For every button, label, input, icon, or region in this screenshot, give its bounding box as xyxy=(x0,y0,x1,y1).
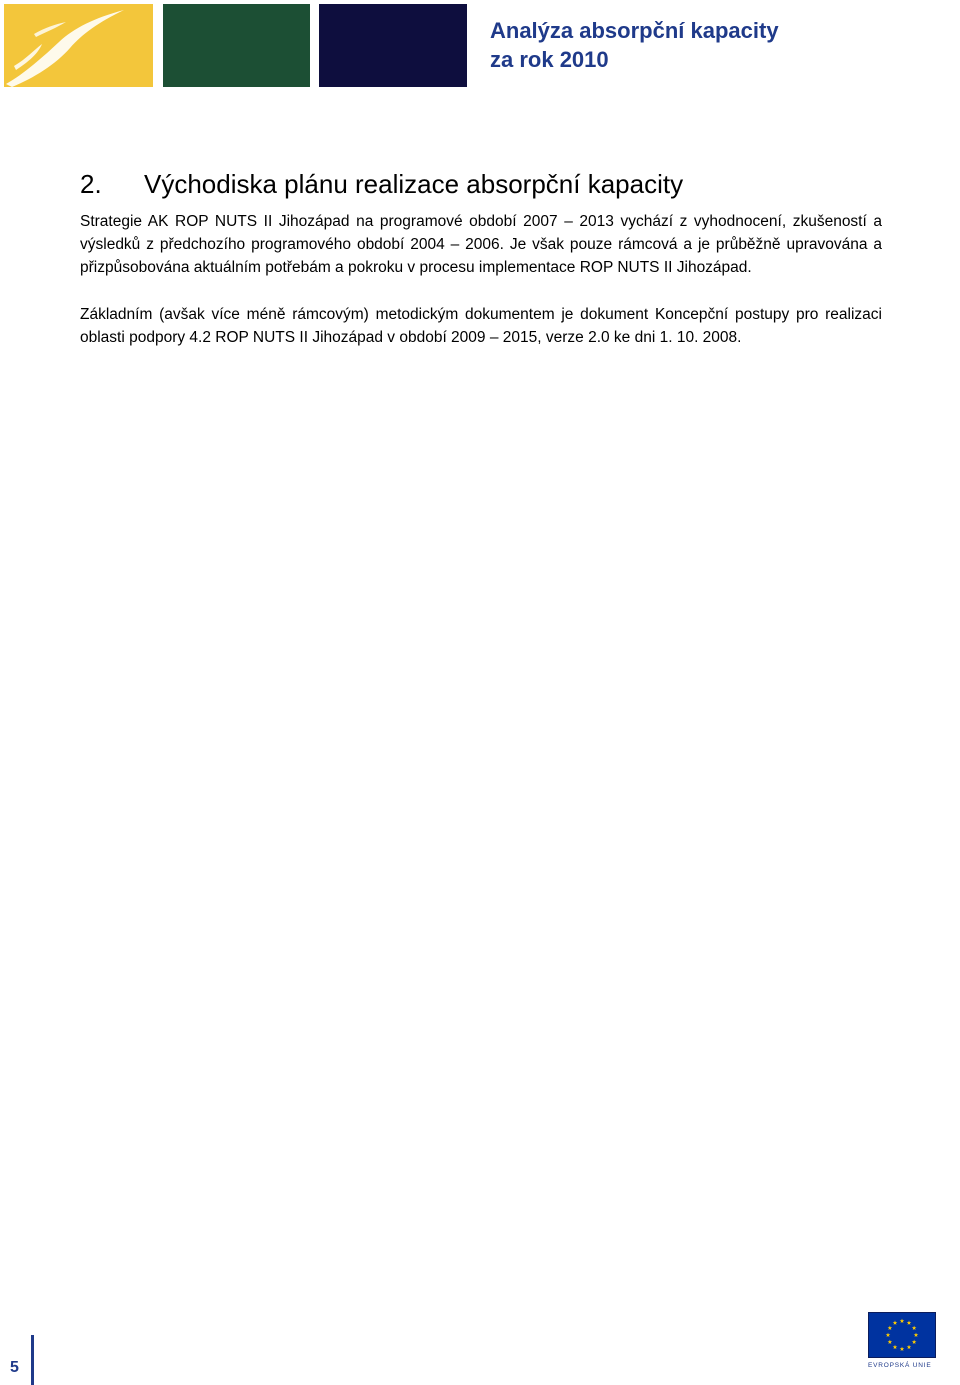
eu-star-icon xyxy=(888,1326,893,1330)
brush-stroke-icon xyxy=(4,4,153,87)
eu-label: EVROPSKÁ UNIE xyxy=(868,1362,932,1369)
eu-star-icon xyxy=(900,1319,905,1323)
eu-star-icon xyxy=(886,1333,891,1337)
eu-star-icon xyxy=(893,1345,898,1349)
section-number: 2. xyxy=(80,169,102,199)
header-green-block xyxy=(163,4,310,87)
document-title xyxy=(490,16,779,74)
paragraph-2: Základním (avšak více méně rámcovým) metodickým dokumentem je dokument Koncepční postupy pro realizaci oblasti podpory 4.2 ROP NUTS II Jihozápad v období 2009 – 2015, verze 2.0 ke dni 1. 10. 2008. xyxy=(80,306,882,346)
document-title-line2: za rok 2010 xyxy=(490,47,609,72)
eu-star-icon xyxy=(900,1347,905,1351)
page-number xyxy=(0,1335,34,1385)
eu-star-icon xyxy=(888,1340,893,1344)
eu-star-icon xyxy=(912,1340,917,1344)
page-number-text: 5 xyxy=(10,1359,19,1376)
eu-star-icon xyxy=(912,1326,917,1330)
section-title: Východiska plánu realizace absorpční kapacity xyxy=(144,169,684,199)
eu-star-icon xyxy=(907,1320,912,1324)
eu-logo xyxy=(868,1312,936,1369)
eu-star-icon xyxy=(893,1320,898,1324)
eu-star-icon xyxy=(914,1333,919,1337)
paragraph-1: Strategie AK ROP NUTS II Jihozápad na programové období 2007 – 2013 vychází z vyhodnocení, zkušeností a výsledků z předchozího programového období 2004 – 2006. Je však pouze rámcová a je průběžně upravována a přizpůsobována aktuálním potřebám a pokroku v procesu implementace ROP NUTS II Jihozápad. xyxy=(80,213,882,276)
eu-flag-icon xyxy=(868,1312,936,1358)
header-navy-block xyxy=(319,4,467,87)
eu-star-icon xyxy=(907,1345,912,1349)
document-title-line1: Analýza absorpční kapacity xyxy=(490,18,779,43)
header-yellow-block xyxy=(4,4,153,87)
section-heading xyxy=(80,168,683,200)
